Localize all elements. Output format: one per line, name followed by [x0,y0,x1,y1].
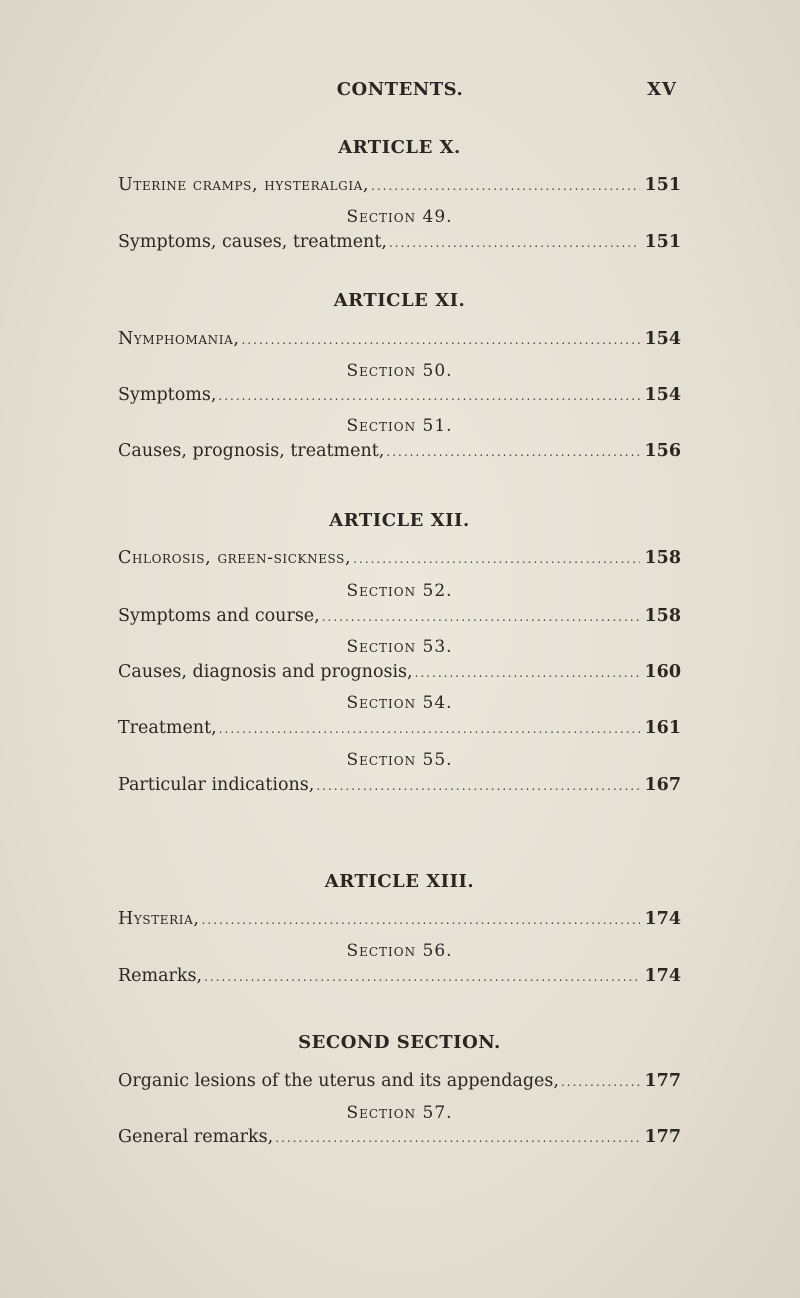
toc-entry-organic-lesions[interactable] [118,1069,681,1093]
entry-page: 160 [644,662,681,682]
dot-leader [415,661,641,685]
entry-page: 156 [644,441,681,461]
entry-page: 151 [644,175,681,195]
dot-leader [202,908,641,932]
dot-leader [322,605,641,629]
article-xi-block [118,290,681,463]
toc-entry-section-57[interactable] [118,1125,681,1149]
section-52-heading: Section 52. [346,581,453,601]
toc-entry-hysteria[interactable] [118,907,681,931]
section-56-heading: Section 56. [346,941,453,961]
section-57-heading: Section 57. [346,1103,453,1123]
entry-title: Symptoms and course, [118,606,320,626]
toc-entry-section-52[interactable] [118,604,681,628]
article-xii-block [118,510,681,797]
dot-leader [204,965,640,989]
dot-leader [353,547,640,571]
toc-entry-section-55[interactable] [118,773,681,797]
toc-entry-chlorosis[interactable] [118,546,681,570]
toc-entry-section-54[interactable] [118,716,681,740]
article-xiii-heading: ARTICLE XIII. [324,871,475,892]
entry-title: General remarks, [118,1127,274,1147]
section-54-heading: Section 54. [346,693,453,713]
article-xi-heading: ARTICLE XI. [333,290,466,311]
entry-title: Nymphomania, [118,329,240,349]
running-header [0,79,800,101]
second-section-heading: SECOND SECTION. [298,1032,501,1053]
entry-page: 151 [644,232,681,252]
toc-entry-section-53[interactable] [118,660,681,684]
article-x-heading: ARTICLE X. [338,137,461,158]
toc-entry-section-50[interactable] [118,383,681,407]
dot-leader [316,774,640,798]
dot-leader [275,1126,640,1150]
entry-page: 158 [644,606,681,626]
entry-title: Symptoms, causes, treatment, [118,232,387,252]
entry-page: 174 [644,966,681,986]
entry-title: Hysteria, [118,909,200,929]
entry-page: 154 [644,385,681,405]
section-50-heading: Section 50. [346,361,453,381]
dot-leader [219,717,641,741]
entry-title: Causes, prognosis, treatment, [118,441,385,461]
entry-title: Particular indications, [118,775,315,795]
entry-title: Causes, diagnosis and prognosis, [118,662,413,682]
entry-page: 167 [644,775,681,795]
entry-page: 174 [644,909,681,929]
section-53-heading: Section 53. [346,637,453,657]
entry-page: 161 [644,718,681,738]
article-xiii-block [118,871,681,988]
dot-leader [371,174,640,198]
dot-leader [386,440,640,464]
dot-leader [218,384,640,408]
toc-entry-section-56[interactable] [118,964,681,988]
dot-leader [561,1070,641,1094]
entry-title: Symptoms, [118,385,217,405]
entry-title: Uterine cramps, hysteralgia, [118,175,370,195]
page-number: XV [647,79,677,100]
section-55-heading: Section 55. [346,750,453,770]
entry-page: 158 [644,548,681,568]
toc-entry-uterine-cramps[interactable] [118,173,681,197]
dot-leader [389,231,641,255]
entry-page: 177 [644,1127,681,1147]
section-51-heading: Section 51. [346,416,453,436]
page-title: CONTENTS. [336,79,464,100]
article-xii-heading: ARTICLE XII. [329,510,470,531]
entry-page: 154 [644,329,681,349]
entry-title: Organic lesions of the uterus and its appendages, [118,1071,559,1091]
entry-title: Chlorosis, green-sickness, [118,548,352,568]
article-x-block [118,137,681,254]
entry-page: 177 [644,1071,681,1091]
dot-leader [242,328,641,352]
toc-entry-nymphomania[interactable] [118,327,681,351]
entry-title: Treatment, [118,718,217,738]
entry-title: Remarks, [118,966,203,986]
toc-entry-section-51[interactable] [118,439,681,463]
toc-entry-section-49[interactable] [118,230,681,254]
section-49-heading: Section 49. [346,207,453,227]
second-section-block [118,1032,681,1149]
